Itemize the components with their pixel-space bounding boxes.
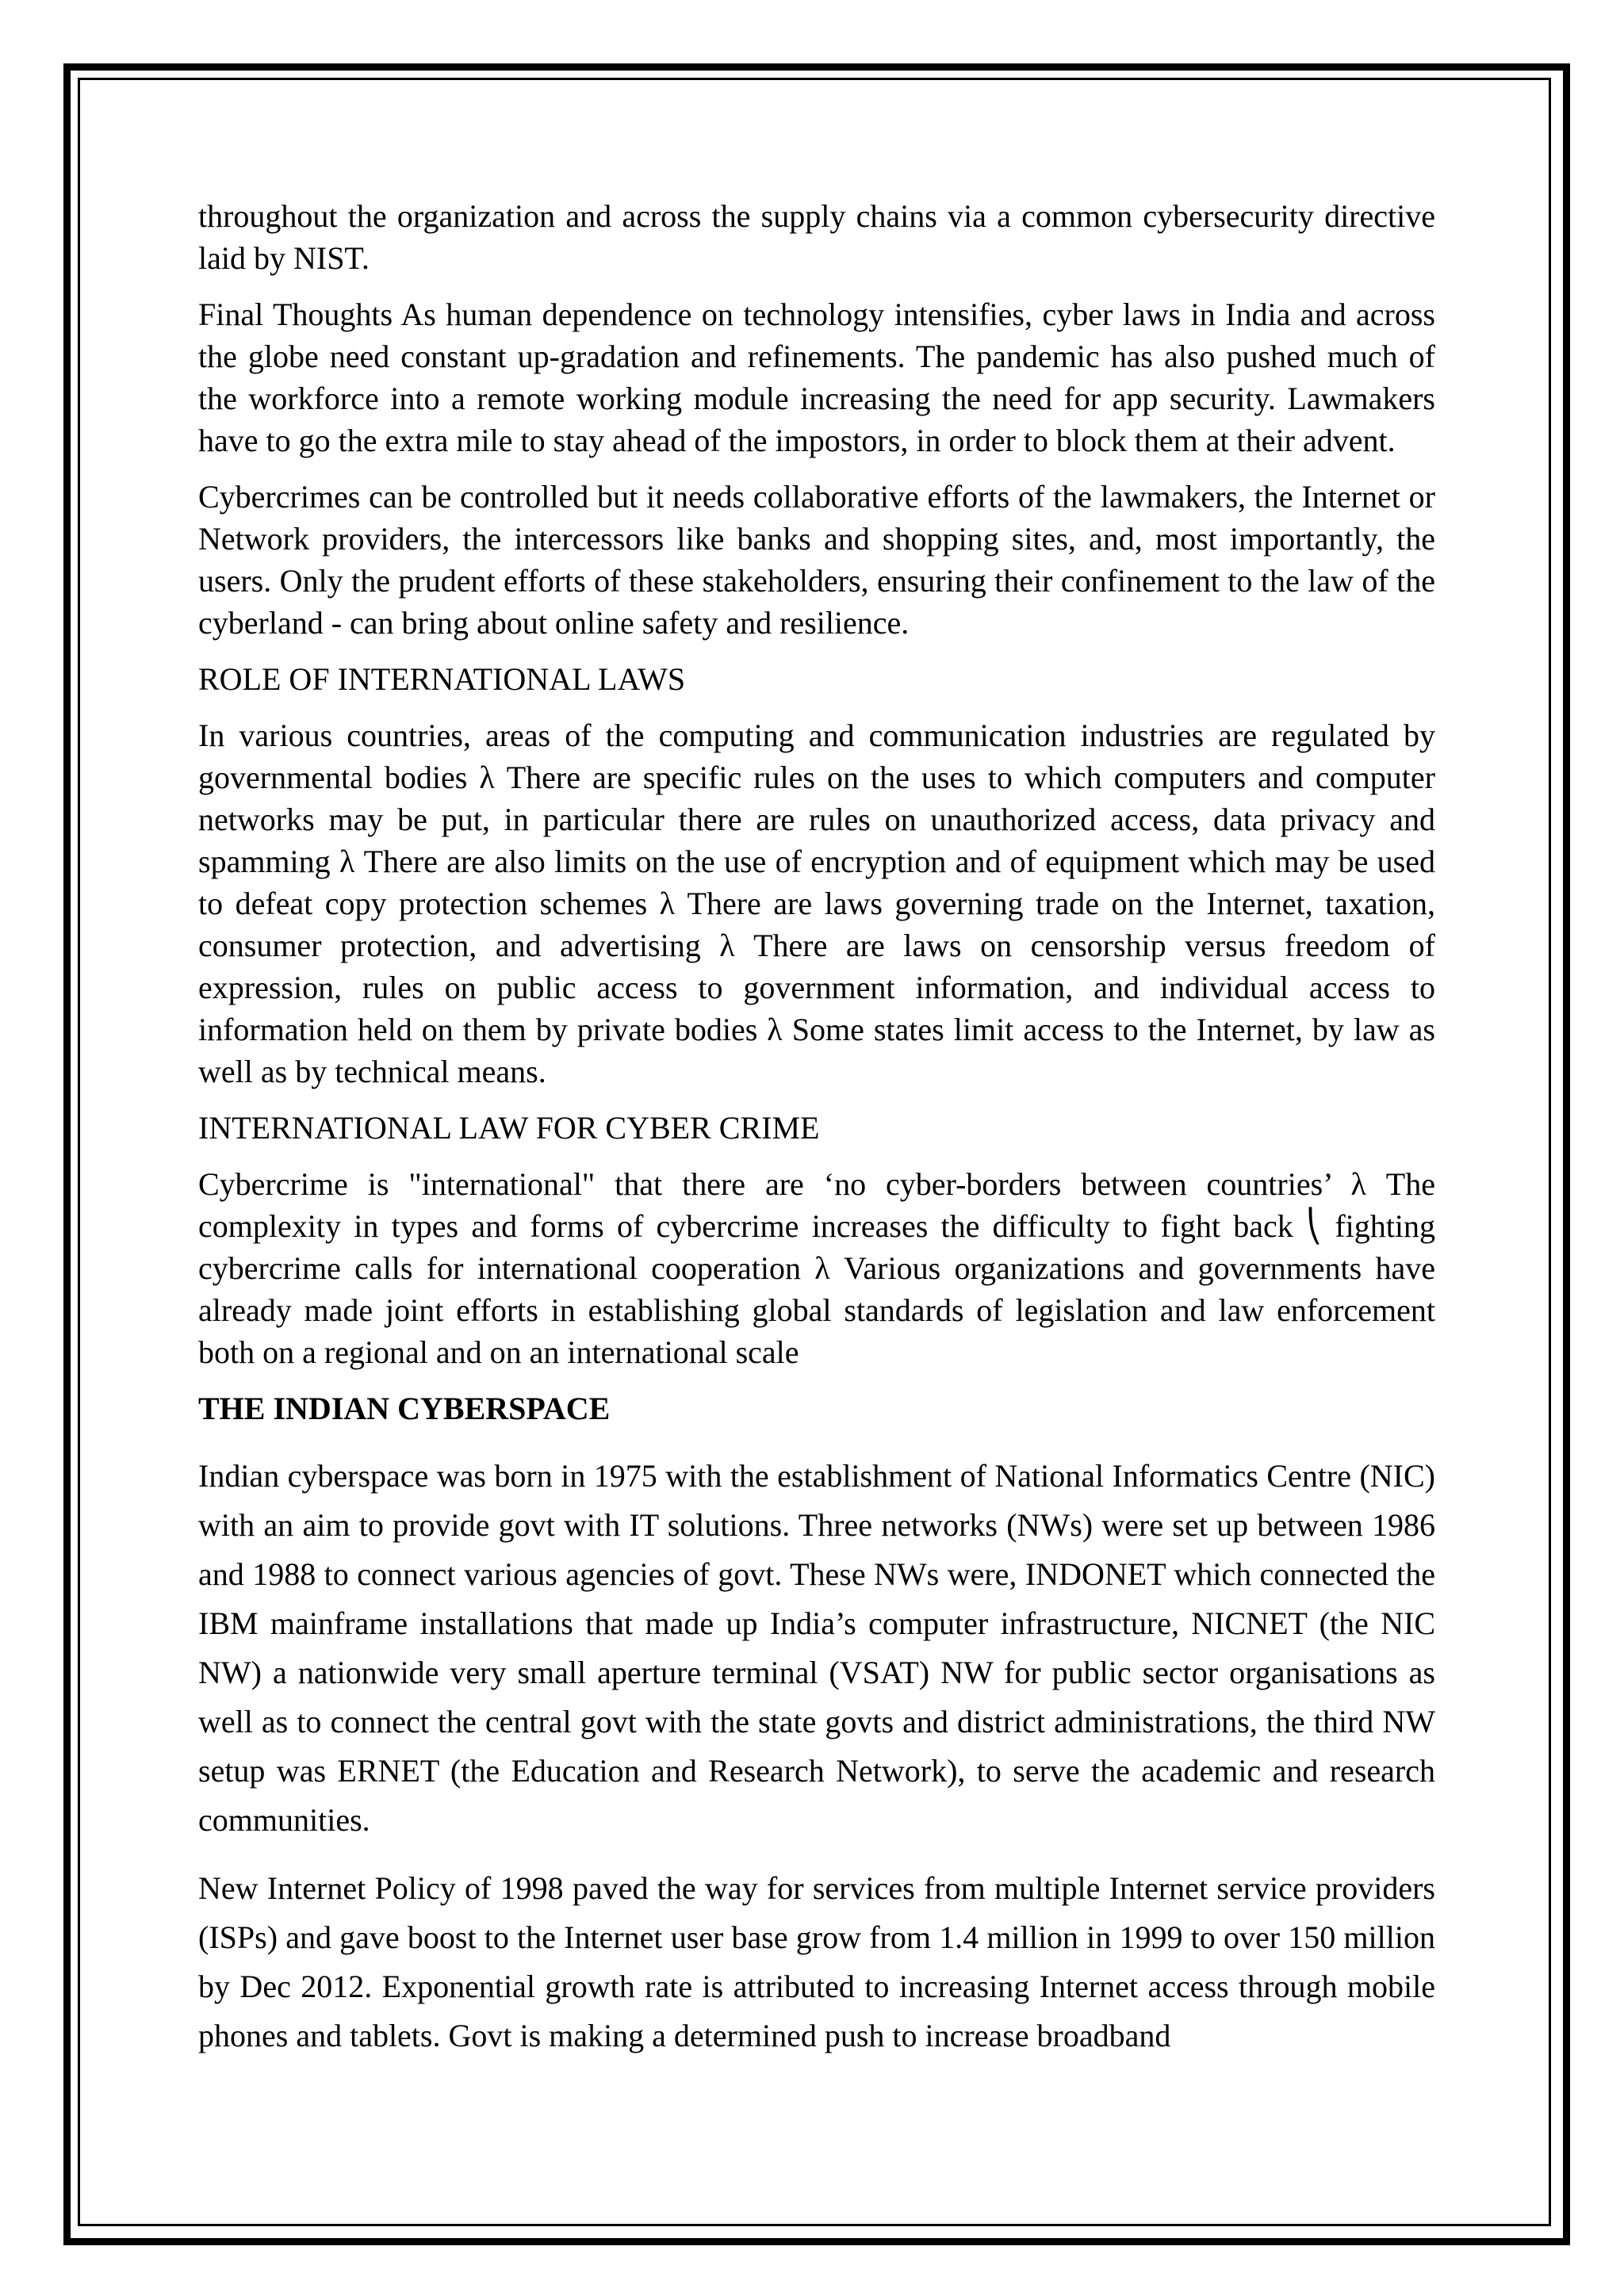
document-body <box>198 195 1435 2080</box>
paragraph-final-thoughts: Final Thoughts As human dependence on technology intensifies, cyber laws in India and across the globe need constant up-gradation and refinements. The pandemic has also pushed much of the workforce into a remote working module increasing the need for app security. Lawmakers have to go the extra mile to stay ahead of the impostors, in order to block them at their advent. <box>198 297 1435 458</box>
heading-indian-cyberspace: THE INDIAN CYBERSPACE <box>198 1391 611 1426</box>
paragraph-nist: throughout the organization and across the supply chains via a common cybersecurity directive laid by NIST. <box>198 198 1435 276</box>
paragraph-international-law-cyber-crime: Cybercrime is "international" that there are ‘no cyber-borders between countries’ λ The complexity in types and forms of cybercrime increases the difficulty to fight back ⎝ fighting cybercrime calls for international cooperation λ Various organizations and governments have already made joint efforts in establishing global standards of legislation and law enforcement both on a regional and on an international scale <box>198 1166 1435 1370</box>
paragraph-indian-cyberspace-origin: Indian cyberspace was born in 1975 with the establishment of National Informatics Centre (NIC) with an aim to provide govt with IT solutions. Three networks (NWs) were set up between 1986 and 1988 to connect various agencies of govt. These NWs were, INDONET which connected the IBM mainframe installations that made up India’s computer infrastructure, NICNET (the NIC NW) a nationwide very small aperture terminal (VSAT) NW for public sector organisations as well as to connect the central govt with the state govts and district administrations, the third NW setup was ERNET (the Education and Research Network), to serve the academic and research communities. <box>198 1458 1435 1838</box>
paragraph-internet-policy-1998: New Internet Policy of 1998 paved the way for services from multiple Internet service providers (ISPs) and gave boost to the Internet user base grow from 1.4 million in 1999 to over 150 million by Dec 2012. Exponential growth rate is attributed to increasing Internet access through mobile phones and tablets. Govt is making a determined push to increase broadband <box>198 1870 1435 2053</box>
heading-international-law-cyber-crime: INTERNATIONAL LAW FOR CYBER CRIME <box>198 1110 820 1146</box>
paragraph-cybercrimes-controlled: Cybercrimes can be controlled but it needs collaborative efforts of the lawmakers, the Internet or Network providers, the intercessors like banks and shopping sites, and, most importantly, the users. Only the prudent efforts of these stakeholders, ensuring their confinement to the law of the cyberland - can bring about online safety and resilience. <box>198 479 1435 641</box>
paragraph-international-laws: In various countries, areas of the computing and communication industries are regulated by governmental bodies λ There are specific rules on the uses to which computers and computer networks may be put, in particular there are rules on unauthorized access, data privacy and spamming λ There are also limits on the use of encryption and of equipment which may be used to defeat copy protection schemes λ There are laws governing trade on the Internet, taxation, consumer protection, and advertising λ There are laws on censorship versus freedom of expression, rules on public access to government information, and individual access to information held on them by private bodies λ Some states limit access to the Internet, by law as well as by technical means. <box>198 718 1435 1089</box>
heading-role-of-international-laws: ROLE OF INTERNATIONAL LAWS <box>198 661 686 697</box>
